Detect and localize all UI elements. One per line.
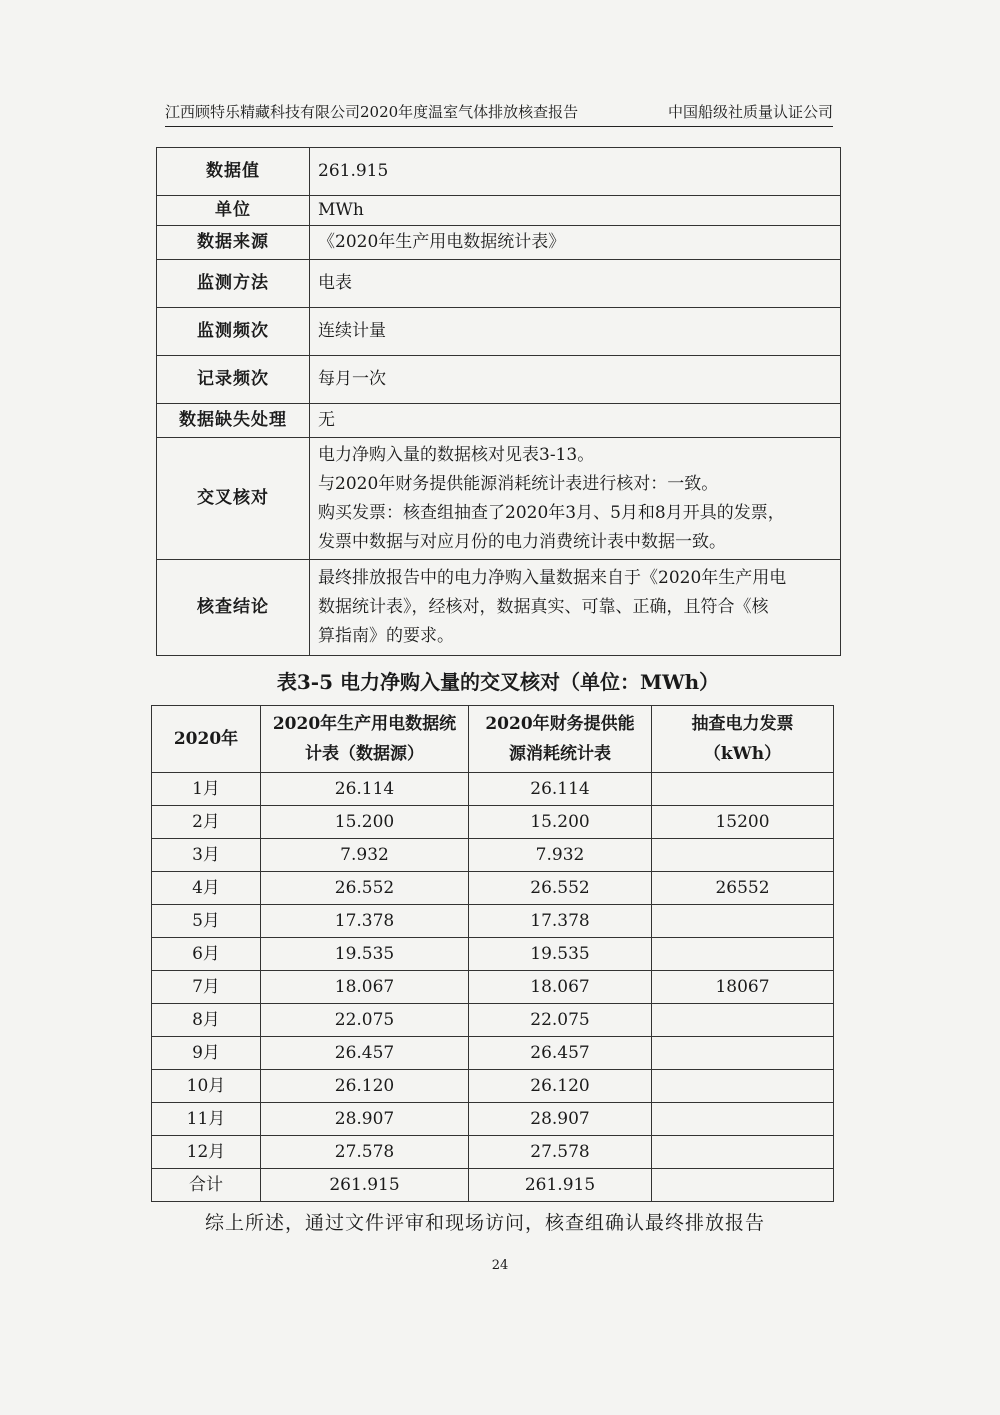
- table-cell: [652, 839, 834, 872]
- table-cell: 17.378: [469, 905, 652, 938]
- table-cell: 18.067: [469, 971, 652, 1004]
- table-cell: 26.457: [261, 1037, 469, 1070]
- table-cell: [652, 1037, 834, 1070]
- table-row: [152, 806, 834, 839]
- table-cell: 26.114: [469, 773, 652, 806]
- info-label: 单位: [157, 196, 310, 226]
- table-cell: [652, 1136, 834, 1169]
- info-label: 数据缺失处理: [157, 404, 310, 438]
- table-cell: [652, 1070, 834, 1103]
- column-header-line: 2020年生产用电数据统: [272, 714, 457, 734]
- info-label: 交叉核对: [157, 438, 310, 560]
- table-row: [152, 1070, 834, 1103]
- table-cell: 26552: [652, 872, 834, 905]
- info-label: 记录频次: [157, 356, 310, 404]
- table-cell: 5月: [152, 905, 261, 938]
- table-cell: 7.932: [469, 839, 652, 872]
- table-cell: 26.457: [469, 1037, 652, 1070]
- table-cell: [652, 1169, 834, 1202]
- table-cell: 22.075: [261, 1004, 469, 1037]
- table-cell: 26.552: [261, 872, 469, 905]
- info-row: [157, 404, 841, 438]
- table-cell: 7月: [152, 971, 261, 1004]
- info-label: 数据来源: [157, 226, 310, 260]
- column-header: [152, 706, 261, 773]
- table-cell: 15.200: [469, 806, 652, 839]
- info-row: [157, 196, 841, 226]
- table-caption: 表3-5 电力净购入量的交叉核对（单位：MWh）: [276, 670, 720, 694]
- info-value: [310, 356, 841, 404]
- table-row: [152, 1103, 834, 1136]
- info-value-line: 《2020年生产用电数据统计表》: [318, 232, 566, 252]
- info-value-line: 每月一次: [318, 369, 386, 389]
- info-value: [310, 260, 841, 308]
- table-cell: 28.907: [261, 1103, 469, 1136]
- table-cell: 22.075: [469, 1004, 652, 1037]
- table-row: [152, 773, 834, 806]
- info-value: [310, 148, 841, 196]
- info-label: 数据值: [157, 148, 310, 196]
- info-value-line: 无: [318, 410, 335, 430]
- table-cell: 19.535: [261, 938, 469, 971]
- info-value-line: 算指南》的要求。: [318, 626, 454, 646]
- info-value-line: 连续计量: [318, 321, 386, 341]
- column-header-line: 抽查电力发票: [691, 714, 794, 734]
- table-cell: 17.378: [261, 905, 469, 938]
- info-value: [310, 438, 841, 560]
- info-value: [310, 404, 841, 438]
- column-header-line: 2020年: [173, 729, 239, 749]
- table-cell: 27.578: [469, 1136, 652, 1169]
- table-row: [152, 1004, 834, 1037]
- column-header-line: 计表（数据源）: [305, 744, 424, 764]
- table-cell: 7.932: [261, 839, 469, 872]
- table-cell: 19.535: [469, 938, 652, 971]
- info-row: [157, 560, 841, 656]
- info-label: 监测方法: [157, 260, 310, 308]
- info-value-line: 电表: [318, 273, 352, 293]
- table-cell: 26.120: [261, 1070, 469, 1103]
- table-cell: 18067: [652, 971, 834, 1004]
- table-row: [152, 1037, 834, 1070]
- table-cell: 4月: [152, 872, 261, 905]
- table-cell: 26.114: [261, 773, 469, 806]
- table-cell: 261.915: [469, 1169, 652, 1202]
- table-row: [152, 1136, 834, 1169]
- info-value-line: 261.915: [318, 161, 389, 181]
- header-report-title: 江西顾特乐精藏科技有限公司2020年度温室气体排放核查报告: [165, 103, 579, 121]
- info-row: [157, 226, 841, 260]
- table-cell: 26.120: [469, 1070, 652, 1103]
- table-row: [152, 839, 834, 872]
- info-label: 监测频次: [157, 308, 310, 356]
- info-value-line: 发票中数据与对应月份的电力消费统计表中数据一致。: [318, 531, 726, 552]
- table-cell: 261.915: [261, 1169, 469, 1202]
- table-cell: 11月: [152, 1103, 261, 1136]
- table-cell: 8月: [152, 1004, 261, 1037]
- info-row: [157, 438, 841, 560]
- table-row: [152, 872, 834, 905]
- info-row: [157, 260, 841, 308]
- info-value-line: 电力净购入量的数据核对见表3-13。: [318, 444, 595, 465]
- table-cell: 28.907: [469, 1103, 652, 1136]
- table-cell: 26.552: [469, 872, 652, 905]
- column-header-line: 源消耗统计表: [509, 744, 611, 764]
- table-cell: 10月: [152, 1070, 261, 1103]
- info-value-line: 数据统计表》，经核对，数据真实、可靠、正确，且符合《核: [318, 597, 769, 617]
- table-cell: 6月: [152, 938, 261, 971]
- page-header: [165, 101, 833, 127]
- table-cell: 2月: [152, 806, 261, 839]
- summary-paragraph: 综上所述，通过文件评审和现场访问，核查组确认最终排放报告: [205, 1212, 766, 1234]
- table-cell: 15200: [652, 806, 834, 839]
- page-number: 24: [491, 1258, 509, 1273]
- column-header-line: 2020年财务提供能: [485, 714, 635, 734]
- info-value-line: 最终排放报告中的电力净购入量数据来自于《2020年生产用电: [318, 568, 787, 588]
- info-row: [157, 356, 841, 404]
- info-row: [157, 308, 841, 356]
- info-value-line: MWh: [318, 200, 364, 220]
- column-header-line: （kWh）: [703, 744, 782, 764]
- table-cell: 合计: [152, 1169, 261, 1202]
- table-cell: [652, 905, 834, 938]
- table-cell: 18.067: [261, 971, 469, 1004]
- electricity-data-info-table: [156, 147, 841, 656]
- info-label: 核查结论: [157, 560, 310, 656]
- table-cell: 9月: [152, 1037, 261, 1070]
- header-organization: 中国船级社质量认证公司: [667, 103, 833, 121]
- table-cell: [652, 773, 834, 806]
- table-cell: [652, 938, 834, 971]
- table-cell: 3月: [152, 839, 261, 872]
- column-header: [652, 706, 834, 773]
- table-cell: [652, 1004, 834, 1037]
- table-cell: 27.578: [261, 1136, 469, 1169]
- table-row: [152, 1169, 834, 1202]
- electricity-cross-check-table: [151, 705, 834, 1202]
- info-value: [310, 226, 841, 260]
- table-cell: 1月: [152, 773, 261, 806]
- table-row: [152, 971, 834, 1004]
- table-header-row: [152, 706, 834, 773]
- info-value: [310, 308, 841, 356]
- info-value: [310, 196, 841, 226]
- info-value: [310, 560, 841, 656]
- table-cell: [652, 1103, 834, 1136]
- table-cell: 12月: [152, 1136, 261, 1169]
- info-value-line: 购买发票：核查组抽查了2020年3月、5月和8月开具的发票，: [318, 502, 785, 523]
- table-row: [152, 905, 834, 938]
- table-row: [152, 938, 834, 971]
- column-header: [261, 706, 469, 773]
- info-value-line: 与2020年财务提供能源消耗统计表进行核对：一致。: [318, 473, 719, 494]
- column-header: [469, 706, 652, 773]
- table-cell: 15.200: [261, 806, 469, 839]
- info-row: [157, 148, 841, 196]
